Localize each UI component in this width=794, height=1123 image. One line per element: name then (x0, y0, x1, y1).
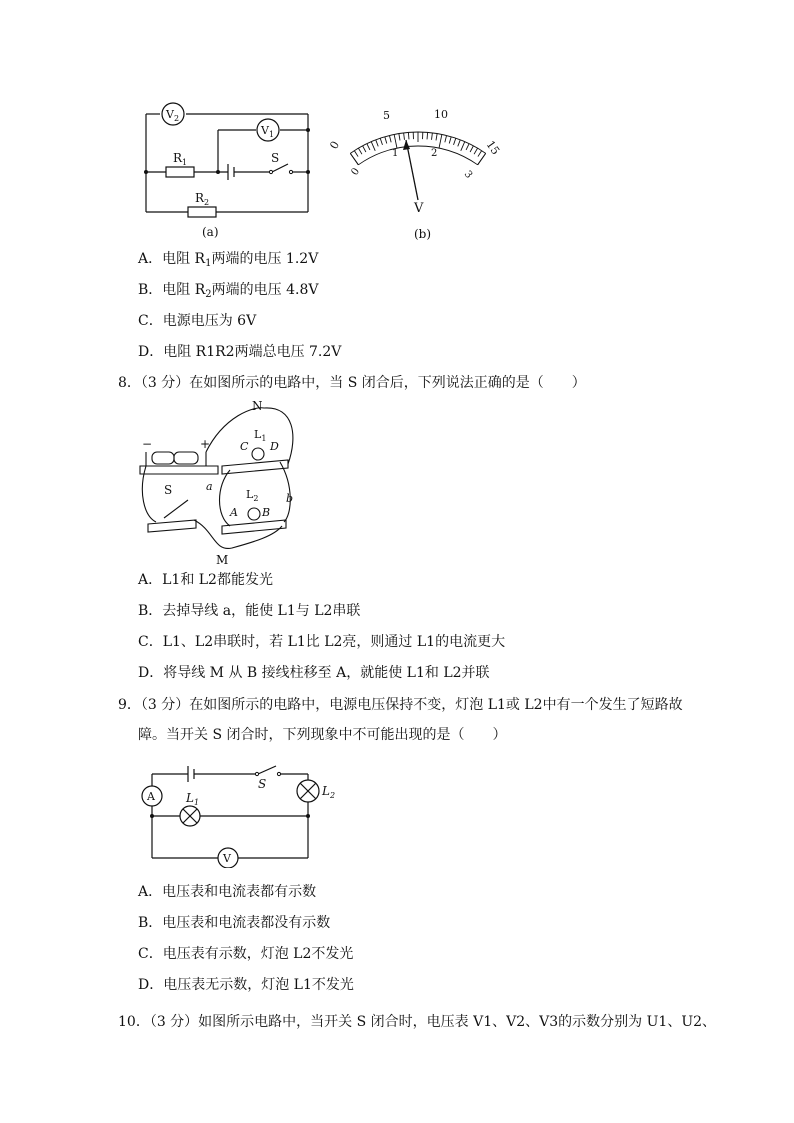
q9-option-d[interactable]: D．电压表无示数，灯泡 L1不发光 (138, 977, 354, 993)
l2-label: $L_2$ (246, 488, 259, 503)
wire-m-label: M (216, 553, 229, 567)
label-b: (b) (414, 227, 432, 241)
v2-label: $V_2$ (166, 108, 180, 123)
q7-option-d[interactable]: D．电阻 R1R2两端总电压 7.2V (138, 344, 342, 360)
q9-stem-line2: 障。当开关 S 闭合时，下列现象中不可能出现的是（ ） (138, 727, 507, 743)
q8-option-c[interactable]: C．L1、L2串联时，若 L1比 L2亮，则通过 L1的电流更大 (138, 634, 506, 650)
voltmeter-label: V (223, 852, 231, 865)
q8-option-b[interactable]: B．去掉导线 a，能使 L1与 L2串联 (138, 603, 361, 619)
needle-label: V (414, 201, 424, 216)
l1-label: $L_1$ (254, 428, 267, 443)
tick-top-15: 15 (483, 138, 503, 158)
plus-terminal: + (200, 437, 211, 451)
q10-stem: 10．（3 分）如图所示电路中，当开关 S 闭合时，电压表 V1、V2、V3的示数分别为 U1、U2、 (118, 1014, 717, 1030)
label-a: (a) (202, 225, 219, 239)
s-label: S (271, 151, 280, 165)
tick-bottom-3: 3 (461, 168, 475, 181)
terminal-d: D (270, 440, 279, 453)
q9-circuit (136, 758, 346, 868)
q9-option-c[interactable]: C．电压表有示数，灯泡 L2不发光 (138, 946, 354, 962)
terminal-c: C (240, 440, 249, 453)
tick-top-5: 5 (383, 109, 390, 122)
tick-top-0: 0 (327, 138, 343, 152)
r1-label: $R_1$ (173, 151, 188, 167)
q9-option-a[interactable]: A．电压表和电流表都有示数 (138, 884, 317, 900)
switch-label: S (164, 483, 173, 497)
q7-option-b[interactable]: B．电阻 $R_2$两端的电压 4.8V (138, 282, 319, 300)
q7-option-c[interactable]: C．电源电压为 6V (138, 313, 257, 329)
l1-label: $L_1$ (186, 791, 200, 807)
tick-top-10: 10 (434, 108, 448, 121)
q7-circuit-a (130, 96, 330, 244)
tick-bottom-0: 0 (349, 166, 363, 178)
terminal-b: B (262, 506, 271, 519)
r2-label: $R_2$ (195, 191, 210, 207)
q8-stem: 8．（3 分）在如图所示的电路中，当 S 闭合后，下列说法正确的是（ ） (118, 375, 586, 391)
wire-n-label: N (252, 399, 263, 413)
q8-circuit (134, 396, 304, 568)
terminal-a: A (230, 506, 238, 519)
switch-label: S (258, 777, 267, 791)
q8-option-a[interactable]: A．L1和 L2都能发光 (138, 572, 273, 588)
q9-option-b[interactable]: B．电压表和电流表都没有示数 (138, 915, 331, 931)
tick-bottom-1: 1 (392, 148, 399, 159)
ammeter-label: A (147, 790, 155, 803)
v1-label: $V_1$ (261, 124, 275, 139)
q9-stem-line1: 9．（3 分）在如图所示的电路中，电源电压保持不变，灯泡 L1或 L2中有一个发生了短路故 (118, 697, 683, 713)
l2-label: $L_2$ (322, 784, 336, 800)
q8-option-d[interactable]: D．将导线 M 从 B 接线柱移至 A，就能使 L1和 L2并联 (138, 665, 490, 681)
q7-option-a[interactable]: A．电阻 $R_1$两端的电压 1.2V (138, 251, 319, 269)
wire-b-label: b (286, 492, 294, 505)
wire-a-label: a (206, 480, 213, 493)
tick-bottom-2: 2 (431, 148, 438, 159)
q7-voltmeter-dial-b (326, 100, 516, 244)
minus-terminal: − (142, 437, 153, 451)
